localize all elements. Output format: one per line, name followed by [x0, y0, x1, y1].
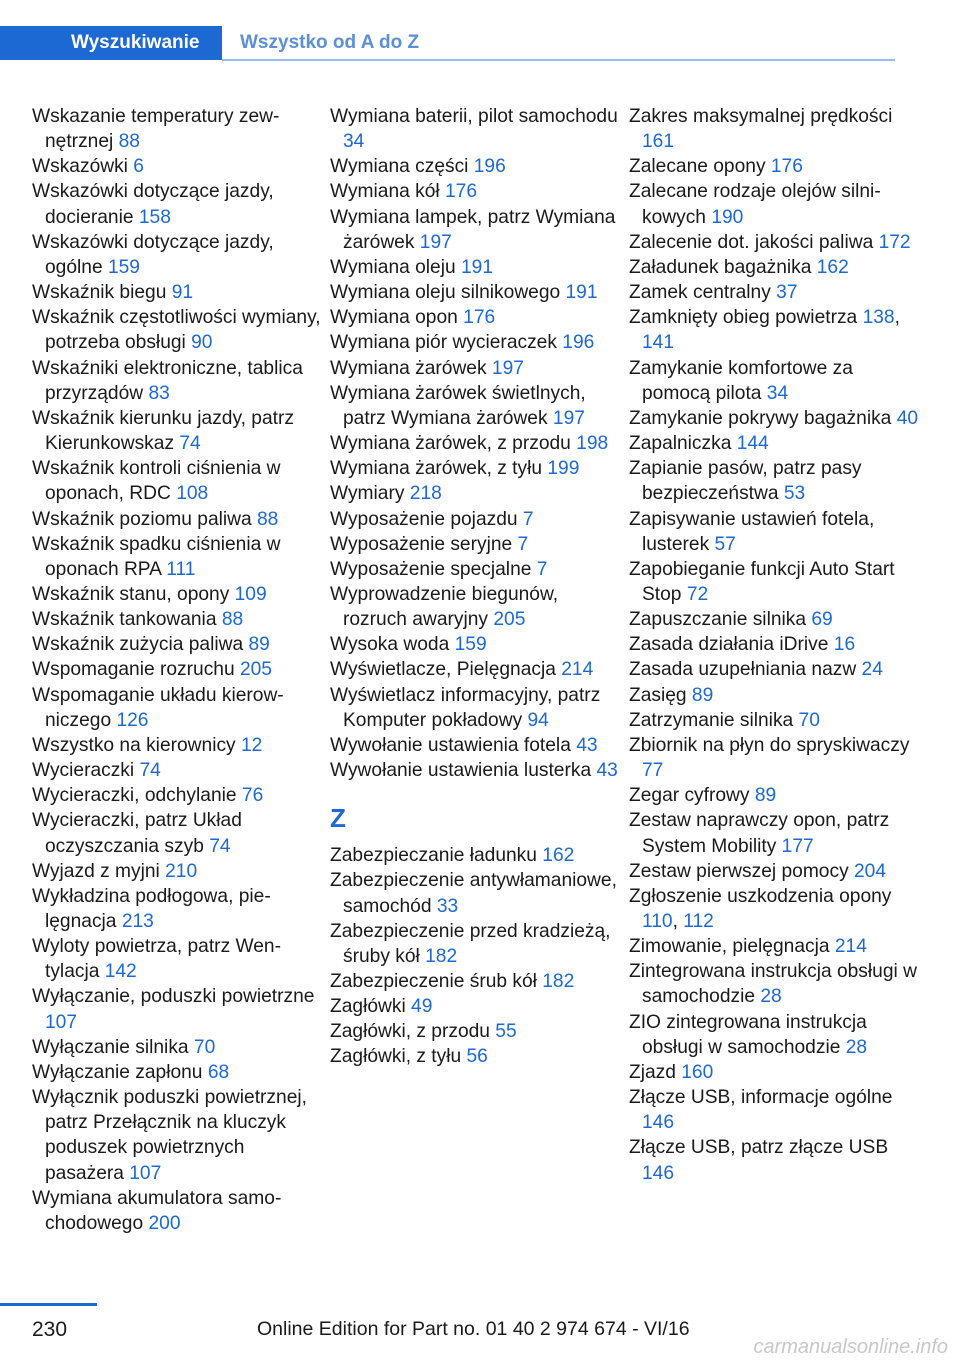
index-entry [330, 733, 620, 758]
page-link[interactable]: 199 [547, 458, 580, 480]
page-link[interactable]: 111 [166, 558, 196, 580]
page-link[interactable]: 7 [536, 558, 548, 580]
page-link[interactable]: 6 [133, 156, 144, 178]
index-entry [330, 1044, 620, 1069]
entry-term: Zamknięty obieg powietrza [629, 307, 863, 329]
page-link[interactable]: 34 [766, 382, 789, 404]
entry-term: Wykładzina podłogowa, pielęgnacja [32, 885, 271, 932]
entry-term: Zestaw naprawczy opon, patrz System Mobility [629, 810, 890, 857]
entry-term: Zatrzymanie silnika [629, 709, 799, 731]
footer-accent-line [0, 1303, 97, 1306]
entry-term: Zakres maksymalnej prędkości [629, 106, 893, 127]
index-entry [629, 657, 919, 682]
entry-term: Zabezpieczenie śrub kół [330, 971, 543, 992]
page-link[interactable]: 204 [854, 860, 887, 882]
index-entry [330, 179, 620, 204]
edition-text: Online Edition for Part no. 01 40 2 974 674 - VI/16 [257, 1318, 690, 1340]
page-link[interactable]: 218 [409, 483, 442, 505]
entry-term: Zintegrowana instrukcja obsługi w samochodzie [629, 961, 917, 1008]
page-link[interactable]: 146 [642, 1112, 675, 1134]
page-link[interactable]: 89 [754, 785, 777, 807]
entry-term: Wyłączanie, poduszki powietrzne [32, 986, 315, 1008]
entry-term: Wyświetlacz informacyjny, patrz Komputer pokładowy [330, 684, 601, 731]
index-entry [32, 1060, 322, 1085]
page-link[interactable]: 210 [165, 860, 198, 882]
page-link[interactable]: 68 [207, 1061, 230, 1083]
entry-term: Wyświetlacze, Pielęgnacja [330, 659, 562, 681]
index-entry [629, 683, 919, 708]
entry-term: Wskazówki dotyczące jazdy, ogólne [32, 231, 274, 278]
entry-term: Zapisywanie ustawień fotela, lusterek [629, 508, 875, 555]
index-entry [629, 1085, 919, 1135]
page-link[interactable]: 110 [642, 911, 673, 932]
page-link[interactable]: 177 [781, 835, 814, 857]
page-link[interactable]: 213 [121, 911, 154, 932]
page-link[interactable]: 158 [138, 206, 171, 228]
entry-term: Zalecenie dot. jakości paliwa [629, 231, 879, 253]
index-entry [32, 1085, 322, 1186]
page-link[interactable]: 53 [783, 483, 806, 505]
index-entry [629, 1135, 919, 1185]
entry-term: Wymiana piór wycieraczek [330, 332, 563, 354]
page-link[interactable]: 83 [148, 382, 170, 404]
index-entry [330, 456, 620, 481]
index-entry [629, 859, 919, 884]
index-entry [629, 934, 919, 959]
page-link[interactable]: 55 [495, 1021, 517, 1043]
page-link[interactable]: 172 [878, 231, 911, 253]
entry-term: Wymiana kół [330, 181, 445, 203]
page-link[interactable]: 70 [798, 709, 820, 731]
index-entry [330, 255, 620, 280]
entry-term: Wyłączanie zapłonu [32, 1061, 208, 1083]
entry-term: Zagłówki [330, 996, 412, 1018]
entry-term: Wysoka woda [330, 634, 455, 656]
page-link[interactable]: 33 [436, 895, 459, 917]
page-link[interactable]: 74 [179, 433, 201, 455]
page-link[interactable]: 72 [686, 583, 709, 605]
index-entry [629, 280, 919, 305]
page-link[interactable]: 162 [816, 256, 849, 278]
entry-term: Wskazanie temperatury zewnętrznej [32, 106, 280, 153]
page-link[interactable]: 176 [463, 307, 496, 329]
entry-term: Zagłówki, z tyłu [330, 1046, 467, 1068]
entry-term: Wycieraczki, odchylanie [32, 785, 242, 807]
entry-term: Wyłączanie silnika [32, 1036, 194, 1058]
page-link[interactable]: 7 [522, 508, 534, 530]
index-entry [330, 381, 620, 431]
index-entry [32, 783, 322, 808]
index-entry [32, 859, 322, 884]
page-link[interactable]: 176 [770, 156, 803, 178]
entry-term: Zestaw pierwszej pomocy [629, 860, 854, 882]
entry-term: Zapuszczanie silnika [629, 609, 812, 631]
index-entry [330, 507, 620, 532]
entry-term: Zbiornik na płyn do spryskiwaczy [629, 734, 910, 756]
entry-term: Wymiana żarówek świetlnych, patrz Wymiana żarówek [330, 382, 586, 429]
entry-term: Wskaźnik spadku ciśnienia w oponach RPA [32, 533, 281, 580]
tab-search[interactable]: Wyszukiwanie [0, 26, 222, 60]
entry-term: Wyprowadzenie biegunów, rozruch awaryjny [330, 583, 559, 631]
entry-term: Zegar cyfrowy [629, 785, 755, 807]
page-link[interactable]: 74 [209, 835, 231, 857]
page-link[interactable]: 16 [833, 634, 856, 656]
entry-term: Wszystko na kierownicy [32, 734, 241, 756]
entry-term: Zapobieganie funkcji Auto Start Stop [629, 558, 895, 605]
page-link[interactable]: 40 [896, 407, 919, 429]
entry-term: Wycieraczki [32, 760, 140, 782]
index-entry [32, 984, 322, 1034]
index-entry [330, 330, 620, 355]
page-link[interactable]: 107 [45, 1011, 78, 1033]
page-link[interactable]: 182 [542, 971, 575, 992]
entry-term: Wyposażenie specjalne [330, 558, 537, 580]
index-entry [32, 104, 322, 154]
page-link[interactable]: 191 [461, 256, 494, 278]
index-entry [330, 557, 620, 582]
page-link[interactable]: 197 [419, 231, 452, 253]
entry-term: Wyposażenie pojazdu [330, 508, 523, 530]
page-link[interactable]: 76 [241, 785, 264, 807]
entry-term: Zamykanie komfortowe za pomocą pilota [629, 357, 853, 404]
entry-term: Zasięg [629, 684, 692, 706]
page-link[interactable]: 89 [691, 684, 714, 706]
entry-term: Wywołanie ustawienia lusterka [330, 760, 597, 782]
page-link[interactable]: 162 [542, 845, 575, 867]
entry-term: Zjazd [629, 1061, 682, 1083]
page-separator: , [672, 911, 684, 932]
index-entry [32, 808, 322, 858]
index-entry [330, 969, 620, 994]
index-entry [330, 1019, 620, 1044]
entry-term: Wymiana żarówek, z przodu [330, 433, 577, 455]
page-link[interactable]: 196 [562, 332, 595, 354]
index-entry [330, 104, 620, 154]
page-link[interactable]: 107 [129, 1162, 162, 1184]
index-entry [629, 230, 919, 255]
index-entry [32, 607, 322, 632]
index-entry [629, 356, 919, 406]
index-entry [32, 456, 322, 506]
page-link[interactable]: 159 [107, 256, 140, 278]
entry-term: Zabezpieczenie przed kradzieżą, śruby kół [330, 920, 611, 967]
entry-term: Wycieraczki, patrz Układ oczyszczania szyb [32, 810, 242, 857]
entry-term: Zamek centralny [629, 282, 777, 304]
index-entry [629, 456, 919, 506]
index-entry [330, 280, 620, 305]
index-entry [330, 154, 620, 179]
index-entry [32, 632, 322, 657]
page-link[interactable]: 176 [444, 181, 477, 203]
page-link[interactable]: 160 [681, 1061, 714, 1083]
index-entry [330, 868, 620, 918]
page-link[interactable]: 138 [862, 307, 895, 329]
entry-term: Wymiana lampek, patrz Wymiana żarówek [330, 206, 616, 253]
entry-term: Wyloty powietrza, patrz Wentylacja [32, 936, 281, 983]
page-link[interactable]: 197 [552, 407, 585, 429]
page-link[interactable]: 142 [104, 961, 137, 983]
page-link[interactable]: 90 [191, 332, 213, 354]
index-column-3 [629, 104, 919, 1186]
page-link[interactable]: 191 [565, 282, 598, 304]
index-entry [32, 406, 322, 456]
page-link[interactable]: 214 [561, 659, 594, 681]
entry-term: Zimowanie, pielęgnacja [629, 936, 835, 958]
index-entry [629, 557, 919, 607]
entry-term: Wymiana opon [330, 307, 464, 329]
entry-term: Wskaźnik kontroli ciśnienia w oponach, RDC [32, 458, 281, 505]
page-link[interactable]: 37 [776, 282, 798, 304]
index-entry [629, 1060, 919, 1085]
page-link[interactable]: 159 [454, 634, 487, 656]
page-link[interactable]: 205 [239, 659, 272, 681]
index-entry [629, 154, 919, 179]
entry-term: Zalecane rodzaje olejów silnikowych [629, 181, 881, 228]
index-entry [32, 154, 322, 179]
index-entry [629, 632, 919, 657]
entry-term: Wyłącznik poduszki powietrznej, patrz Przełącznik na kluczyk poduszek powietrznych pasażera [32, 1087, 307, 1184]
page-link[interactable]: 108 [176, 483, 209, 505]
page-link[interactable]: 146 [642, 1162, 675, 1184]
index-entry [32, 884, 322, 934]
page-link[interactable]: 70 [193, 1036, 216, 1058]
entry-term: Zasada działania iDrive [629, 634, 834, 656]
index-entry [629, 406, 919, 431]
page-link[interactable]: 94 [527, 709, 549, 731]
page-link[interactable]: 12 [240, 734, 263, 756]
entry-term: Wskaźnik tankowania [32, 609, 222, 631]
index-entry [330, 356, 620, 381]
index-entry [32, 532, 322, 582]
page-link[interactable]: 49 [411, 996, 433, 1018]
index-entry [32, 934, 322, 984]
index-entry [32, 305, 322, 355]
entry-term: Wymiana akumulatora samochodowego [32, 1187, 282, 1234]
page-link[interactable]: 112 [683, 911, 714, 932]
page-link[interactable]: 141 [642, 332, 675, 354]
index-entry [629, 733, 919, 783]
index-entry [629, 783, 919, 808]
index-entry [330, 431, 620, 456]
index-entry [629, 305, 919, 355]
page-link[interactable]: 7 [517, 533, 529, 555]
page-link[interactable]: 205 [493, 609, 526, 631]
entry-term: Zagłówki, z przodu [330, 1021, 496, 1043]
entry-term: Wspomaganie rozruchu [32, 659, 240, 681]
index-entry [32, 230, 322, 280]
entry-term: Załadunek bagażnika [629, 256, 817, 278]
entry-term: Zapalniczka [629, 433, 737, 455]
index-entry [330, 205, 620, 255]
entry-term: Wskazówki dotyczące jazdy, docieranie [32, 181, 274, 228]
index-entry [629, 607, 919, 632]
header-tabs [0, 26, 895, 62]
page-link[interactable]: 214 [834, 936, 867, 958]
entry-term: Wymiana baterii, pilot samochodu [330, 106, 618, 127]
entry-term: Zabezpieczenie antywłamaniowe, samochód [330, 870, 617, 917]
entry-term: Zamykanie pokrywy bagażnika [629, 407, 897, 429]
entry-term: Wskaźnik zużycia paliwa [32, 634, 249, 656]
page-link[interactable]: 28 [845, 1036, 868, 1058]
entry-term: Zapianie pasów, patrz pasy bezpieczeństwa [629, 458, 862, 505]
page-link[interactable]: 88 [257, 508, 279, 530]
entry-term: Wskazówki [32, 156, 134, 178]
entry-term: Wymiana części [330, 156, 474, 178]
entry-term: Wspomaganie układu kierowniczego [32, 684, 284, 731]
index-column-1 [32, 104, 322, 1236]
page-link[interactable]: 28 [760, 986, 782, 1008]
entry-term: Zalecane opony [629, 156, 771, 178]
index-entry [32, 582, 322, 607]
index-entry [629, 959, 919, 1009]
index-entry [330, 657, 620, 682]
page-link[interactable]: 57 [714, 533, 736, 555]
tab-all-a-to-z[interactable]: Wszystko od A do Z [240, 32, 420, 53]
index-entry [32, 657, 322, 682]
index-entry [32, 179, 322, 229]
index-entry [629, 708, 919, 733]
page-link[interactable]: 56 [466, 1046, 488, 1068]
page-link[interactable]: 200 [148, 1212, 181, 1234]
entry-term: Złącze USB, informacje ogólne [629, 1087, 893, 1109]
index-entry [32, 1186, 322, 1236]
index-entry [330, 305, 620, 330]
page-link[interactable]: 91 [171, 282, 194, 304]
section-letter: Z [330, 803, 346, 834]
index-entry [629, 884, 919, 934]
index-entry [629, 431, 919, 456]
index-entry [32, 733, 322, 758]
page-link[interactable]: 74 [139, 760, 161, 782]
index-entry [629, 255, 919, 280]
page-link[interactable]: 88 [118, 131, 140, 153]
index-entry [32, 1035, 322, 1060]
entry-term: ZIO zintegrowana instrukcja obsługi w samochodzie [629, 1011, 867, 1058]
index-entry [32, 280, 322, 305]
entry-term: Wyposażenie seryjne [330, 533, 518, 555]
index-entry [629, 104, 919, 154]
page-link[interactable]: 197 [491, 357, 524, 379]
page-link[interactable]: 34 [343, 131, 365, 153]
index-entry [629, 179, 919, 229]
entry-term: Wskaźnik kierunku jazdy, patrz Kierunkowskaz [32, 407, 294, 455]
page-link[interactable]: 109 [234, 583, 267, 605]
index-entry [330, 632, 620, 657]
page-link[interactable]: 126 [116, 709, 149, 731]
entry-term: Wymiana oleju silnikowego [330, 282, 566, 304]
watermark: carmanualsonline.info [753, 1336, 948, 1358]
entry-term: Wymiana oleju [330, 256, 461, 278]
entry-term: Złącze USB, patrz złącze USB [629, 1137, 889, 1159]
index-entry [330, 994, 620, 1019]
index-entry [330, 582, 620, 632]
page-number: 230 [32, 1318, 68, 1341]
page-link[interactable]: 190 [711, 206, 744, 228]
index-column-2 [330, 104, 620, 1070]
entry-term: Zgłoszenie uszkodzenia opony [629, 885, 892, 907]
entry-term: Wyjazd z myjni [32, 860, 166, 882]
page-separator: , [894, 307, 900, 329]
index-entry [330, 532, 620, 557]
entry-term: Wymiana żarówek [330, 357, 492, 379]
page-link[interactable]: 77 [642, 760, 664, 782]
index-entry [629, 507, 919, 557]
page-link[interactable]: 88 [221, 609, 244, 631]
entry-term: Wymiana żarówek, z tyłu [330, 458, 548, 480]
index-entry [629, 808, 919, 858]
page-link[interactable]: 24 [861, 659, 883, 681]
page-link[interactable]: 161 [642, 131, 675, 153]
page-link[interactable]: 89 [248, 634, 270, 656]
entry-term: Wskaźnik biegu [32, 282, 172, 304]
page-link[interactable]: 198 [576, 433, 609, 455]
index-entry [32, 356, 322, 406]
entry-term: Wskaźnik poziomu paliwa [32, 508, 258, 530]
entry-term: Wymiary [330, 483, 410, 505]
page-link[interactable]: 182 [425, 945, 458, 967]
index-entry [32, 683, 322, 733]
entry-term: Zasada uzupełniania nazw [629, 659, 862, 681]
page-link[interactable]: 43 [576, 734, 598, 756]
page-link[interactable]: 69 [811, 609, 833, 631]
index-entry [330, 683, 620, 733]
index-entry [330, 843, 620, 868]
page-link[interactable]: 43 [596, 760, 618, 782]
index-entry [330, 758, 620, 783]
index-entry [32, 758, 322, 783]
index-entry [32, 507, 322, 532]
index-entry [629, 1010, 919, 1060]
index-entry [330, 481, 620, 506]
entry-term: Wskaźnik częstotliwości wymiany, potrzeba obsługi [32, 307, 321, 354]
entry-term: Wskaźniki elektroniczne, tablica przyrządów [32, 357, 303, 404]
index-entry [330, 919, 620, 969]
page-link[interactable]: 196 [473, 156, 506, 178]
entry-term: Zabezpieczanie ładunku [330, 845, 543, 867]
entry-term: Wskaźnik stanu, opony [32, 583, 235, 605]
entry-term: Wywołanie ustawienia fotela [330, 734, 577, 756]
tab-divider [222, 59, 895, 61]
page-link[interactable]: 144 [736, 433, 769, 455]
